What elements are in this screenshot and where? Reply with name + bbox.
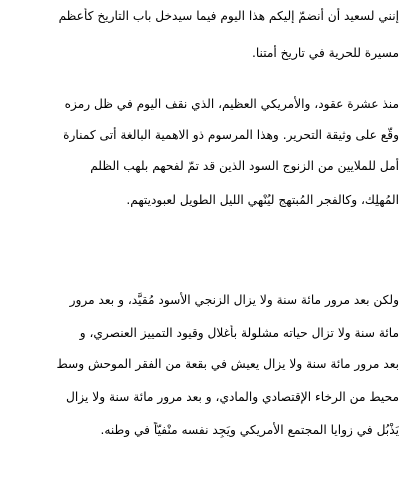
paragraph-2-line-3: أمل للملايين من الزنوج السود الذين قد تمّ لفحهم بلهب الظلم [90,159,399,173]
paragraph-2-line-2: وقّع على وثيقة التحرير. وهذا المرسوم ذو الاهمية البالغة أتى كمنارة [63,128,399,142]
paragraph-1-line-1: إنني لسعيد أن أنضمّ إليكم هذا اليوم فيما سيدخل باب التاريخ كأعظم [58,9,399,23]
paragraph-2-line-4: المُهلِك، وكالفجر المُبتهج ليُنْهي الليل الطويل لعبوديتهم. [126,193,399,207]
paragraph-3-line-1: ولكن بعد مرور مائة سنة ولا يزال الزنجي الأسود مُقيَّد، و بعد مرور [69,293,399,307]
paragraph-2-line-1: منذ عشرة عقود، والأمريكي العظيم، الذي نقف اليوم في ظل رمزه [64,97,399,111]
paragraph-3-line-4: محيط من الرخاء الإقتصادي والمادي، و بعد مرور مائة سنة ولا يزال [66,390,399,404]
paragraph-3-line-2: مائة سنة ولا تزال حياته مشلولة بأغلال وقيود التمييز العنصري، و [79,326,399,340]
paragraph-1-line-2: مسيرة للحرية في تاريخ أمتنا. [251,46,399,60]
paragraph-3-line-3: بعد مرور مائة سنة ولا يزال يعيش في بقعة من الفقر الموحش وسط [56,357,399,371]
paragraph-3-line-5: يَذْبُل في زوايا المجتمع الأمريكي ويَجِد نفسه منْفيّاً في وطنه. [100,423,399,437]
